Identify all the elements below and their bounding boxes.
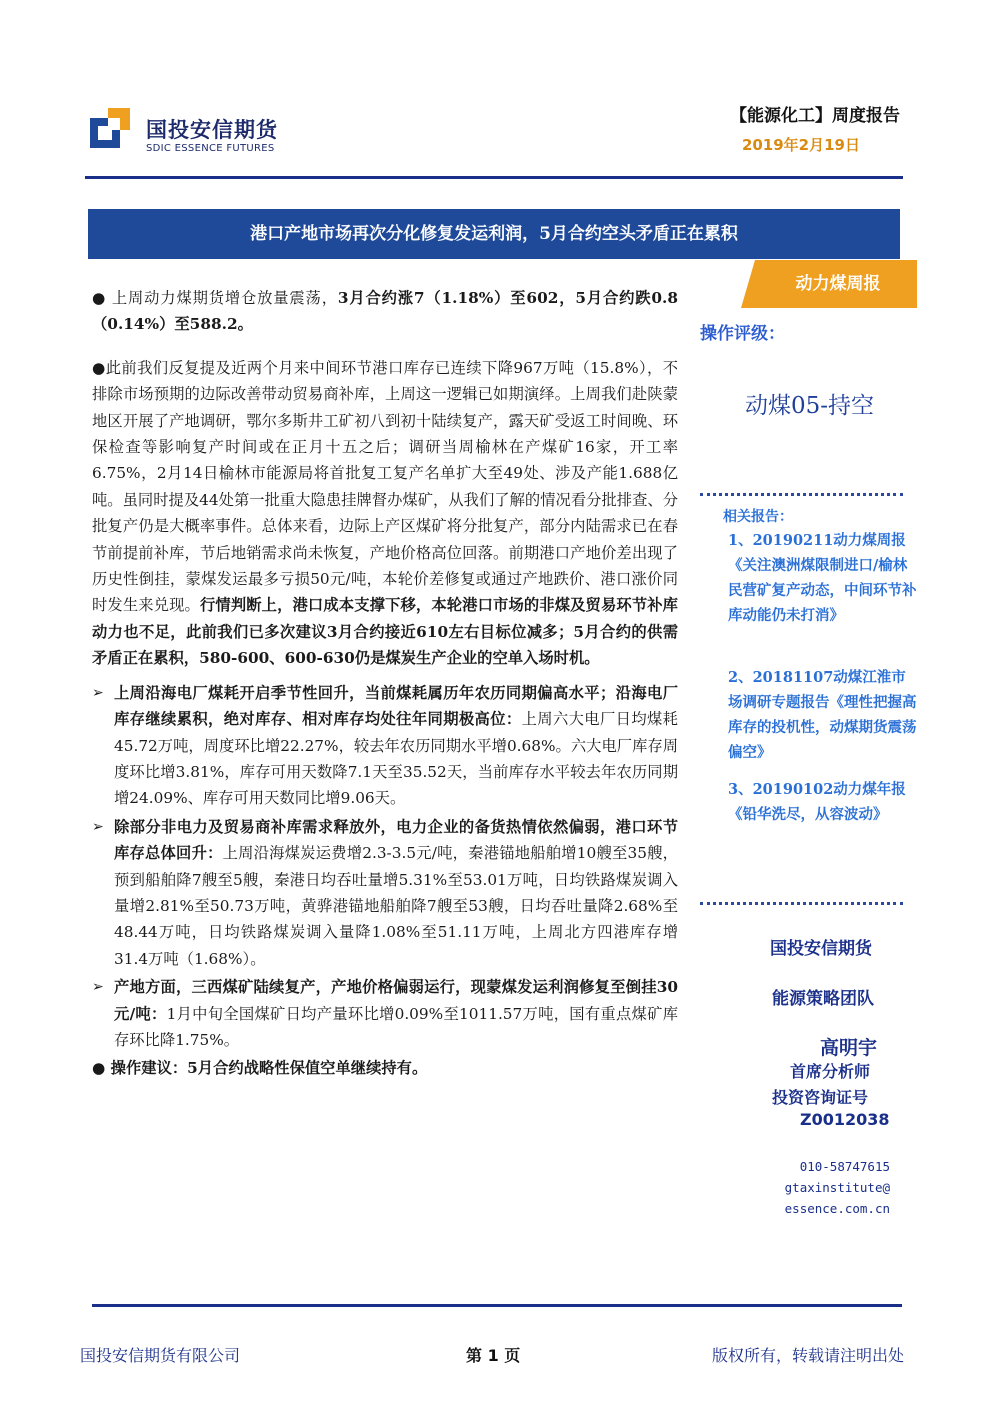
point-text: 上周沿海煤炭运费增2.3-3.5元/吨，秦港锚地船舶增10艘至35艘，预到船舶降7艘至5艘，秦港日均吞吐量增5.31%至53.01万吨，日均铁路煤炭调入量增2.81%至50.73万吨，黄骅港锚地船舶降7艘至53艘，日均吞吐量降2.68%至48.44万吨，日均铁路煤炭调入量降1.08%至51.11万吨，上周北方四港库存增31.4万吨（1.68%）。 — [114, 844, 678, 968]
sidebar-team: 能源策略团队 — [772, 989, 874, 1009]
sidebar-divider — [700, 493, 903, 496]
analysis-paragraph — [92, 355, 678, 672]
summary-text: ● 上周动力煤期货增仓放量震荡， — [92, 289, 338, 307]
arrow-bullet-icon: ➢ — [92, 979, 104, 996]
point-text: 上周六大电厂日均煤耗45.72万吨，周度环比增22.27%，较去年农历同期水平增0.68%。六大电厂库存周度环比增3.81%，库存可用天数降7.1天至35.52天，当前库存水平较去年农历同期增24.09%、库存可用天数同比增9.06天。 — [114, 710, 678, 808]
related-report-item[interactable] — [728, 665, 918, 765]
section-tag-label: 动力煤周报 — [795, 274, 881, 294]
footer-copyright: 版权所有，转载请注明出处 — [712, 1346, 905, 1365]
logo-chinese-name: 国投安信期货 — [146, 118, 278, 142]
related-report-text: 《铅华洗尽，从容波动》 — [728, 806, 888, 823]
rating-value: 动煤05-持空 — [745, 393, 875, 419]
related-report-text: 场调研专题报告《理性把握高库存的投机性，动煤期货震荡偏空》 — [728, 694, 917, 761]
logo-english-name: SDIC ESSENCE FUTURES — [146, 143, 275, 154]
sidebar-company: 国投安信期货 — [770, 939, 872, 959]
point-heading: 上周沿海电厂煤耗开启季节性回升，当前煤耗属历年农历同期偏高水平；沿海电厂库存继续累积，绝对库存、相对库存均处往年同期极高位： — [114, 683, 678, 729]
analysis-conclusion: 行情判断上，港口成本支撑下移，本轮港口市场的非煤及贸易环节补库动力也不足，此前我们已多次建议3月合约接近610左右目标位减多；5月合约的供需矛盾正在累积，580-600、600-630仍是煤炭生产企业的空单入场时机。 — [92, 596, 678, 668]
related-report-line: 1、20190211动力煤周报 — [728, 532, 906, 549]
related-report-line: 2、20181107动煤江淮市 — [728, 669, 906, 686]
header-divider — [85, 176, 903, 179]
related-report-line: 3、20190102动力煤年报 — [728, 781, 906, 798]
report-type: 【能源化工】周度报告 — [730, 106, 900, 126]
operation-suggestion — [92, 1055, 678, 1081]
summary-highlight: 3月合约涨7（1.18%）至602，5月合约跌0.8（0.14%）至588.2。 — [92, 289, 678, 334]
sidebar-divider — [700, 902, 903, 905]
rating-label: 操作评级： — [700, 324, 785, 344]
section-tag — [741, 260, 917, 308]
analyst-title: 首席分析师 — [790, 1062, 871, 1081]
contact-email-line2[interactable]: essence.com.cn — [784, 1201, 890, 1216]
page-number: 第 1 页 — [466, 1346, 521, 1365]
related-report-item[interactable] — [728, 777, 918, 827]
point-port-inventory — [92, 814, 678, 972]
main-content — [92, 285, 678, 1082]
point-heading: 产地方面，三西煤矿陆续复产，产地价格偏弱运行，现蒙煤发运利润修复至倒挂30元/吨： — [114, 978, 678, 1023]
summary-paragraph — [92, 285, 678, 338]
contact-email-line1[interactable]: gtaxinstitute@ — [784, 1180, 890, 1195]
footer-divider — [92, 1304, 902, 1307]
related-reports-title: 相关报告： — [723, 509, 793, 525]
license-number: Z0012038 — [800, 1110, 890, 1129]
report-date: 2019年2月19日 — [741, 136, 860, 154]
company-logo — [90, 108, 310, 158]
report-title: 港口产地市场再次分化修复发运利润，5月合约空头矛盾正在累积 — [250, 224, 738, 244]
arrow-bullet-icon: ➢ — [92, 818, 104, 835]
footer-company: 国投安信期货有限公司 — [80, 1346, 241, 1365]
analysis-text: ●此前我们反复提及近两个月来中间环节港口库存已连续下降967万吨（15.8%），不排除市场预期的边际改善带动贸易商补库，上周这一逻辑已如期演绎。上周我们赴陕蒙地区开展了产地调研，鄂尔多斯井工矿初八到初十陆续复产，露天矿受返工时间晚、环保检查等影响复产时间或在正月十五之后；调研当周榆林在产煤矿16家，开工率6.75%，2月14日榆林市能源局将首批复工复产名单扩大至49处、涉及产能1.688亿吨。虽同时提及44处第一批重大隐患挂牌督办煤矿，从我们了解的情况看分批排查、分批复产仍是大概率事件。总体来看，边际上产区煤矿将分批复产，部分内陆需求已在春节前提前补库，节后地销需求尚未恢复，产地价格高位回落。前期港口产地价差出现了历史性倒挂，蒙煤发运最多亏损50元/吨，本轮价差修复或通过产地跌价、港口涨价同时发生来兑现。 — [92, 358, 678, 615]
logo-mark-icon — [90, 108, 134, 152]
analyst-name: 高明宇 — [820, 1037, 878, 1059]
suggestion-text: ● 操作建议：5月合约战略性保值空单继续持有。 — [92, 1059, 428, 1078]
contact-phone: 010-58747615 — [799, 1159, 890, 1174]
related-report-text: 《关注澳洲煤限制进口/榆林民营矿复产动态，中间环节补库动能仍未打消》 — [728, 557, 917, 624]
point-production — [92, 974, 678, 1053]
related-report-item[interactable] — [728, 528, 918, 628]
point-heading: 除部分非电力及贸易商补库需求释放外，电力企业的备货热情依然偏弱，港口环节库存总体回升： — [114, 817, 678, 863]
license-label: 投资咨询证号 — [772, 1088, 869, 1107]
arrow-bullet-icon: ➢ — [92, 684, 104, 701]
point-text: 1月中旬全国煤矿日均产量环比增0.09%至1011.57万吨，国有重点煤矿库存环比降1.75%。 — [114, 1004, 678, 1049]
point-power-plants — [92, 680, 678, 812]
